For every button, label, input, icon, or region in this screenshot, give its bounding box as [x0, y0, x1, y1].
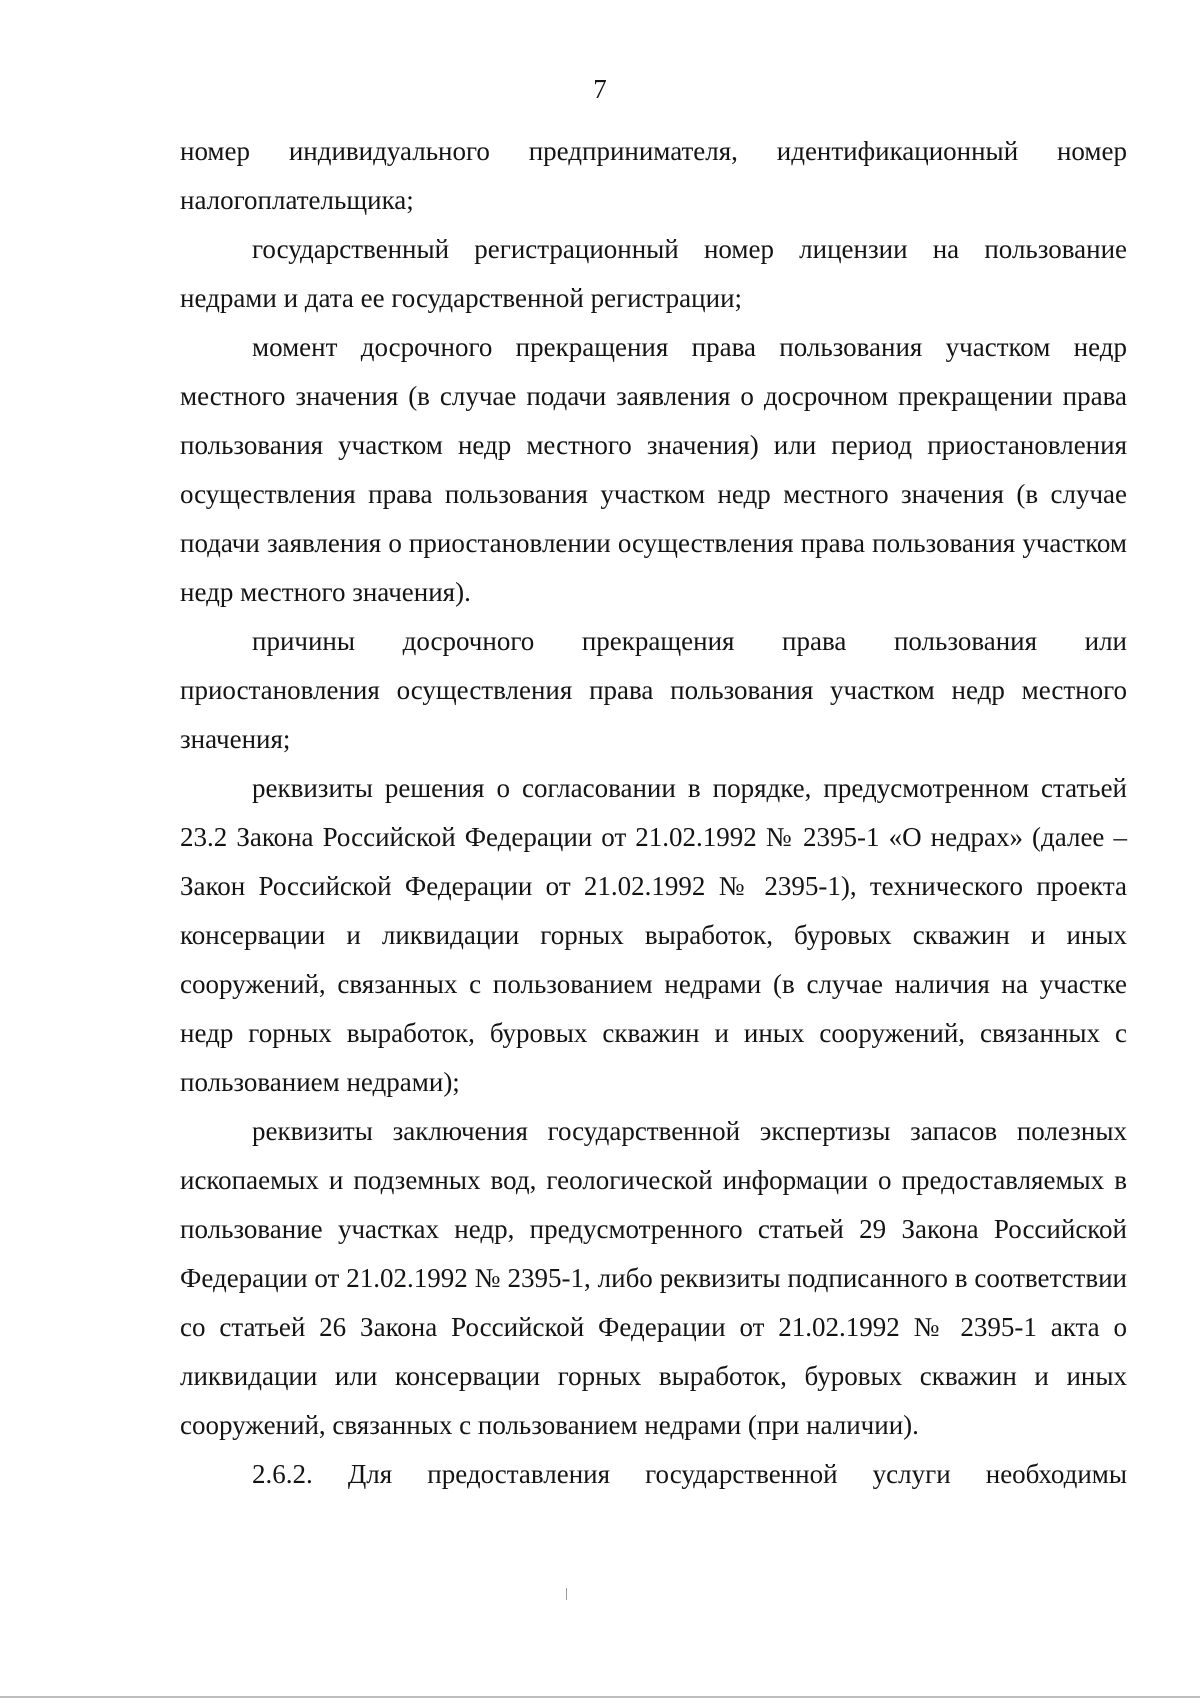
paragraph-decision-details: реквизиты решения о согласовании в порядке, предусмотренном статьей 23.2 Закона Российской Федерации от 21.02.1992 № 2395-1 «О недрах» (далее – Закон Российской Федерации от 21.02.1992 № 2395-1), технического проекта консервации и ликвидации горных выработок, буровых скважин и иных сооружений, связанных с пользованием недрами (в случае наличия на участке недр горных выработок, буровых скважин и иных сооружений, связанных с пользованием недрами);	[180, 773, 1127, 1097]
document-body	[180, 127, 1127, 1499]
page-bottom-edge	[0, 1696, 1200, 1698]
paragraph-termination-moment: момент досрочного прекращения права пользования участком недр местного значения (в случае подачи заявления о досрочном прекращении права пользования участком недр местного значения) или период приостановления осуществления права пользования участком недр местного значения (в случае подачи заявления о приостановлении осуществления права пользования участком недр местного значения).	[180, 332, 1127, 607]
paragraph-license-number: государственный регистрационный номер лицензии на пользование недрами и дата ее государственной регистрации;	[180, 234, 1127, 313]
paragraph-entrepreneur-number: номер индивидуального предпринимателя, идентификационный номер налогоплательщика;	[180, 136, 1127, 215]
page-number: 7	[593, 74, 607, 104]
paragraph-section-2-6-2: 2.6.2. Для предоставления государственной услуги необходимы	[252, 1459, 1127, 1489]
paragraph-termination-reasons: причины досрочного прекращения права пользования или приостановления осуществления права пользования участком недр местного значения;	[180, 626, 1127, 754]
paragraph-expertise-details: реквизиты заключения государственной экспертизы запасов полезных ископаемых и подземных вод, геологической информации о предоставляемых в пользование участках недр, предусмотренного статьей 29 Закона Российской Федерации от 21.02.1992 № 2395-1, либо реквизиты подписанного в соответствии со статьей 26 Закона Российской Федерации от 21.02.1992 № 2395-1 акта о ликвидации или консервации горных выработок, буровых скважин и иных сооружений, связанных с пользованием недрами (при наличии).	[180, 1116, 1127, 1440]
scan-mark	[566, 1588, 567, 1600]
